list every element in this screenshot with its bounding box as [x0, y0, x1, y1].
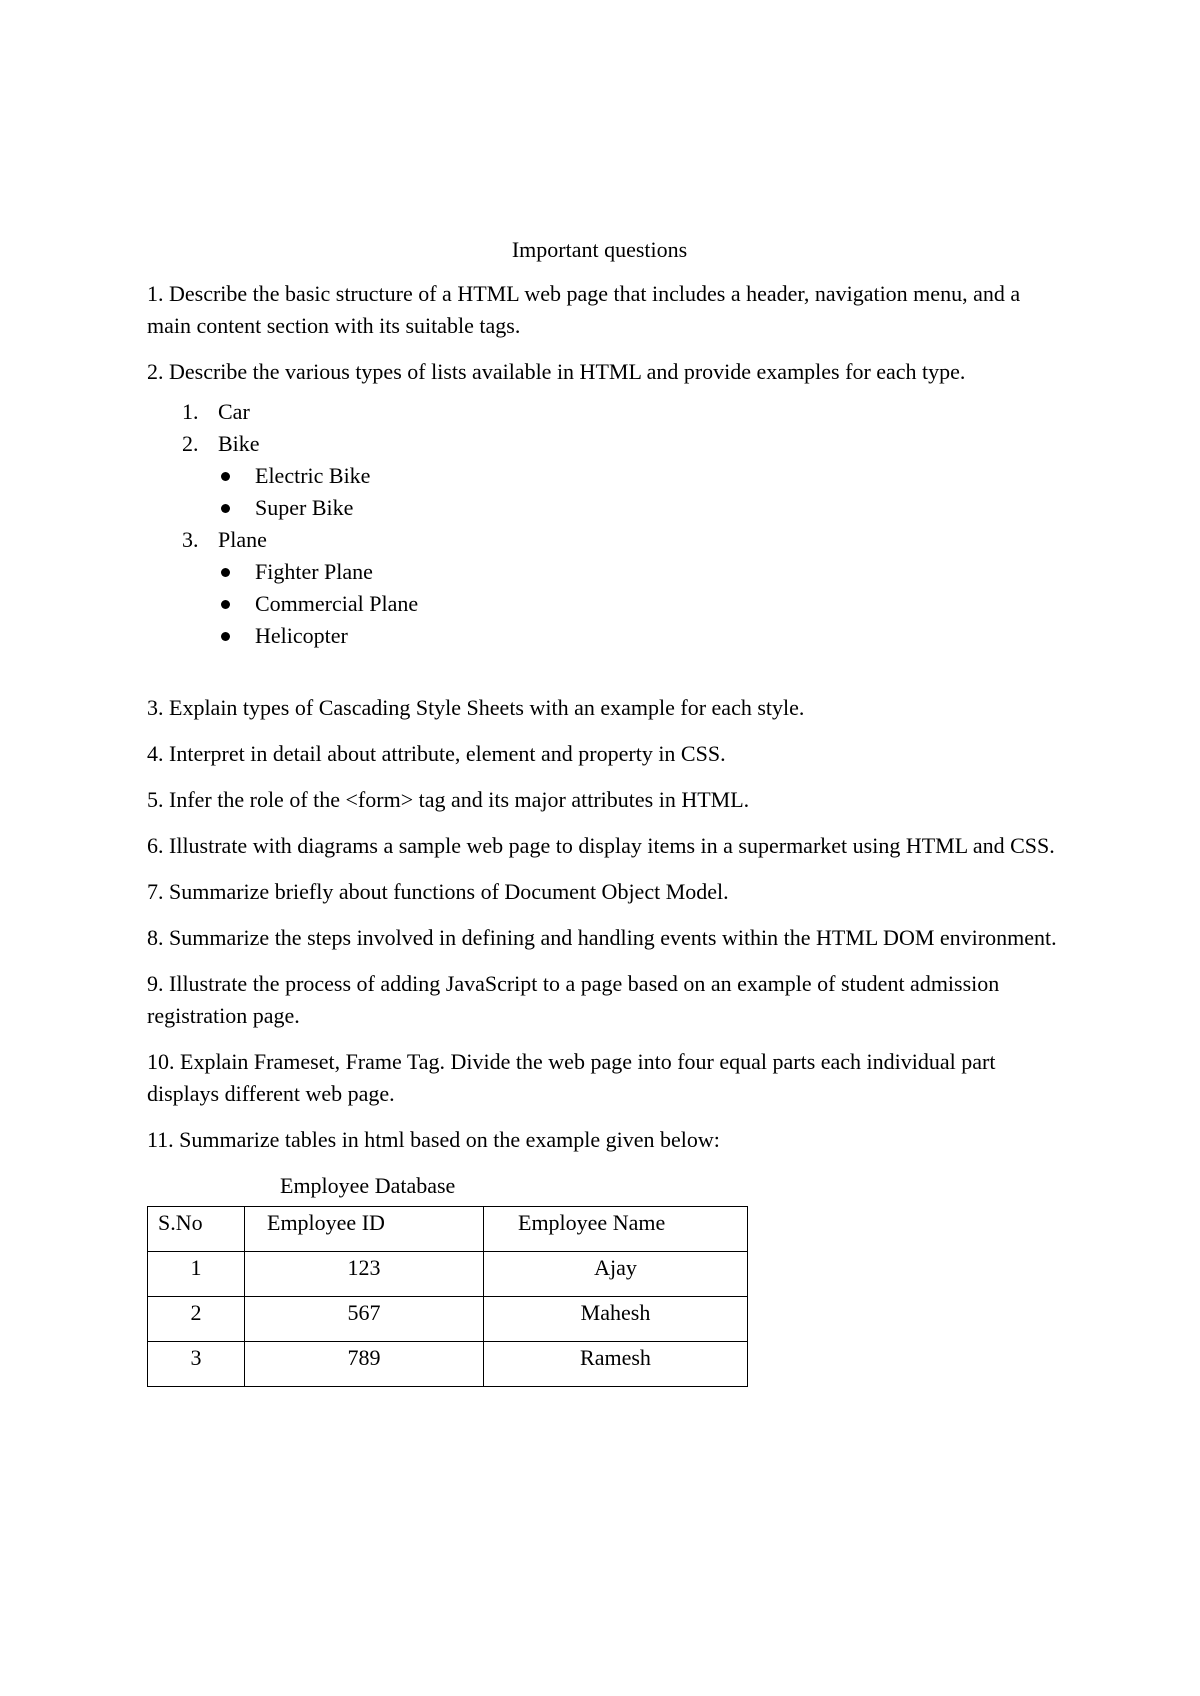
- sublist-item: Commercial Plane: [147, 588, 1067, 620]
- list-item-plane: [147, 524, 1067, 652]
- table-row: [148, 1252, 748, 1297]
- list-item-label: Car: [218, 399, 250, 424]
- bullet-icon: [221, 600, 230, 609]
- example-ordered-list: [147, 396, 1067, 652]
- table-caption: Employee Database: [280, 1173, 456, 1198]
- list-number: 2.: [182, 431, 199, 456]
- spacer: [147, 652, 1067, 692]
- bullet-icon: [221, 568, 230, 577]
- list-number: 1.: [182, 399, 199, 424]
- sublist-item: Super Bike: [147, 492, 1067, 524]
- bullet-icon: [221, 472, 230, 481]
- question-3: 3. Explain types of Cascading Style Sheets with an example for each style.: [147, 695, 805, 720]
- question-11: 11. Summarize tables in html based on the example given below:: [147, 1127, 720, 1152]
- table-row: [148, 1342, 748, 1387]
- table-cell: Mahesh: [484, 1297, 748, 1342]
- table-cell: 123: [245, 1252, 484, 1297]
- plane-sublist: [218, 556, 1067, 652]
- document-page: [147, 234, 1067, 1387]
- question-4: 4. Interpret in detail about attribute, element and property in CSS.: [147, 741, 726, 766]
- question-7: 7. Summarize briefly about functions of Document Object Model.: [147, 879, 729, 904]
- table-header-row: [148, 1207, 748, 1252]
- table-cell: 2: [148, 1297, 245, 1342]
- sublist-item: Helicopter: [147, 620, 1067, 652]
- question-5: 5. Infer the role of the <form> tag and its major attributes in HTML.: [147, 787, 750, 812]
- list-item-label: Bike: [218, 431, 260, 456]
- question-10: 10. Explain Frameset, Frame Tag. Divide the web page into four equal parts each individual part displays different web page.: [147, 1049, 996, 1106]
- question-6: 6. Illustrate with diagrams a sample web page to display items in a supermarket using HTML and CSS.: [147, 833, 1055, 858]
- list-item-bike: [147, 428, 1067, 524]
- list-item-car: [147, 396, 1067, 428]
- question-1: 1. Describe the basic structure of a HTML web page that includes a header, navigation menu, and a main content section with its suitable tags.: [147, 281, 1021, 338]
- sublist-item: Fighter Plane: [147, 556, 1067, 588]
- question-9: 9. Illustrate the process of adding JavaScript to a page based on an example of student admission registration page.: [147, 971, 1000, 1028]
- question-8: 8. Summarize the steps involved in defining and handling events within the HTML DOM environment.: [147, 925, 1057, 950]
- table-cell: Ramesh: [484, 1342, 748, 1387]
- table-header-cell: Employee ID: [245, 1207, 484, 1252]
- employee-table: [147, 1206, 748, 1387]
- page-title: Important questions: [511, 237, 688, 262]
- bike-sublist: [218, 460, 1067, 524]
- list-number: 3.: [182, 527, 199, 552]
- table-cell: 3: [148, 1342, 245, 1387]
- table-header-cell: Employee Name: [484, 1207, 748, 1252]
- sublist-item: Electric Bike: [147, 460, 1067, 492]
- bullet-icon: [221, 504, 230, 513]
- table-header-cell: S.No: [148, 1207, 245, 1252]
- table-cell: 1: [148, 1252, 245, 1297]
- table-cell: Ajay: [484, 1252, 748, 1297]
- question-2: 2. Describe the various types of lists available in HTML and provide examples for each type.: [147, 359, 966, 384]
- bullet-icon: [221, 632, 230, 641]
- table-row: [148, 1297, 748, 1342]
- list-item-label: Plane: [218, 527, 267, 552]
- table-cell: 567: [245, 1297, 484, 1342]
- table-cell: 789: [245, 1342, 484, 1387]
